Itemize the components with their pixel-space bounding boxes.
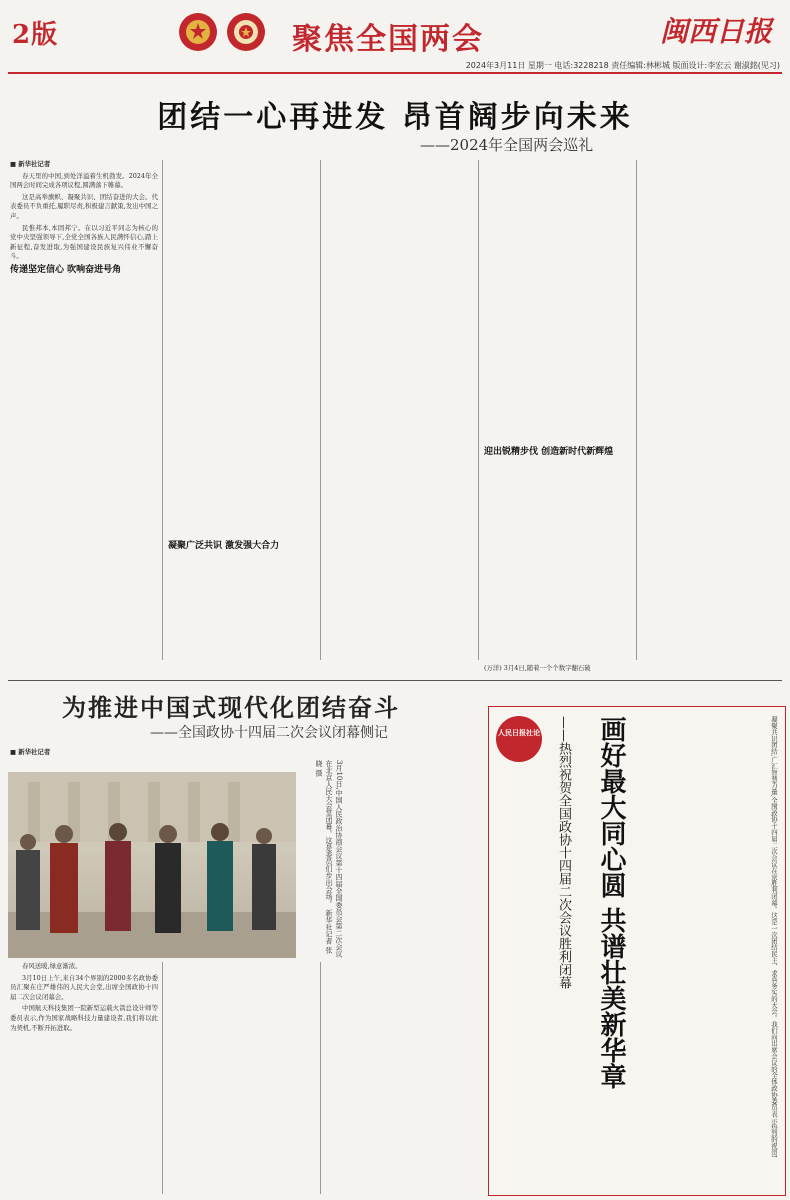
article1-byline: ■ 新华社记者: [10, 160, 51, 168]
article1-subhead: 迎出锐精步伐 创造新时代新辉煌: [484, 447, 614, 457]
article2-column-2: [168, 962, 316, 1194]
article1-subhead: 传递坚定信心 吹响奋进号角: [10, 264, 122, 275]
article1-title: 团结一心再进发 昂首阔步向未来: [157, 100, 633, 135]
cppcc-emblem-icon: [226, 12, 266, 52]
national-emblem-icon: [178, 12, 218, 52]
editorial-body: 凝聚共识团结,广汇智慧力量,全国政协十四届二次会议在京胜利闭幕。这是一次团结民主、求真务实的大会。我们向出席会议的全体政协委员表示热烈的祝贺!: [770, 716, 778, 1158]
editorial-body-right: [494, 770, 550, 1190]
column-divider: [162, 962, 163, 1194]
column-divider: [162, 160, 163, 660]
article2-column-3: [326, 962, 480, 1194]
article1-column-4: [484, 160, 632, 660]
article1-footer: (万洋) 3月4日,随着一个个数字翻石破: [484, 664, 591, 672]
column-divider: [478, 160, 479, 660]
column-divider: [320, 962, 321, 1194]
photo-caption: 3月10日,中国人民政治协商会议第十四届全国委员会第二次会议在北京人民大会堂闭幕。这是委员们步出会场。 新华社记者 张晓 摄: [315, 760, 343, 958]
article2-column-1: [10, 962, 158, 1194]
column-divider: [636, 160, 637, 660]
article-separator: [8, 680, 782, 681]
article1-subhead: 凝聚广泛共识 激发强大合力: [168, 541, 280, 551]
article1-paragraph: 民惟邦本,本固邦宁。在以习近平同志为核心的党中央坚强领导下,全党全国各族人民满怀信心,踏上新征程,奋发进取,为强国建设民族复兴伟业不懈奋斗。: [10, 223, 158, 261]
article2-subtitle: ——全国政协十四届二次会议闭幕侧记: [150, 725, 388, 741]
header-rule: [8, 72, 782, 74]
issue-info: 2024年3月11日 星期一 电话:3228218 责任编辑:林彬城 版面设计:李宏云 谢淑銘(见习): [465, 61, 780, 70]
article1-paragraph: 春天里的中国,到处洋溢着生机勃发。2024年全国两会时间完成各项议程,圆满落下帷幕。: [10, 171, 158, 190]
article1-paragraph: 这是高举旗帜、凝聚共识、团结奋进的大会。代表委员不负重托,履职尽责,积极建言献策,发出中国之声。: [10, 192, 158, 220]
section-title: 聚焦全国两会: [292, 22, 484, 57]
article2-byline: [10, 748, 158, 762]
editorial-title: 画好最大同心圆 共谱壮美新华章: [596, 716, 626, 1090]
paper-name: 闽西日报: [660, 15, 773, 48]
article1-column-1: [10, 160, 158, 660]
article1-subtitle: ——2024年全国两会巡礼: [420, 136, 594, 154]
article1-column-2: [168, 160, 316, 660]
article2-byline-text: ■ 新华社记者: [10, 748, 51, 756]
article1-column-5: [642, 160, 782, 660]
page-number: 2版: [12, 20, 59, 50]
article1-column-3: [326, 160, 474, 660]
article2-paragraph: 3月10日上午,来自34个界别的2000多名政协委员汇聚在庄严雄伟的人民大会堂,出席全国政协十四届二次会议闭幕会。: [10, 973, 158, 1001]
article2-paragraph: 中国航天科技集团一院新型运载火箭总设计师等委员表示,作为国家战略科技力量建设者,我们将以此为契机,不断开拓进取。: [10, 1004, 158, 1032]
editorial-badge: 人民日报社论: [496, 716, 542, 762]
editorial-subtitle: ——热烈祝贺全国政协十四届二次会议胜利闭幕: [556, 716, 571, 989]
column-divider: [320, 160, 321, 660]
article2-paragraph: 春风送暖,绿意渐浓。: [22, 962, 82, 970]
news-photo: [8, 772, 296, 958]
article2-title: 为推进中国式现代化团结奋斗: [62, 694, 400, 722]
